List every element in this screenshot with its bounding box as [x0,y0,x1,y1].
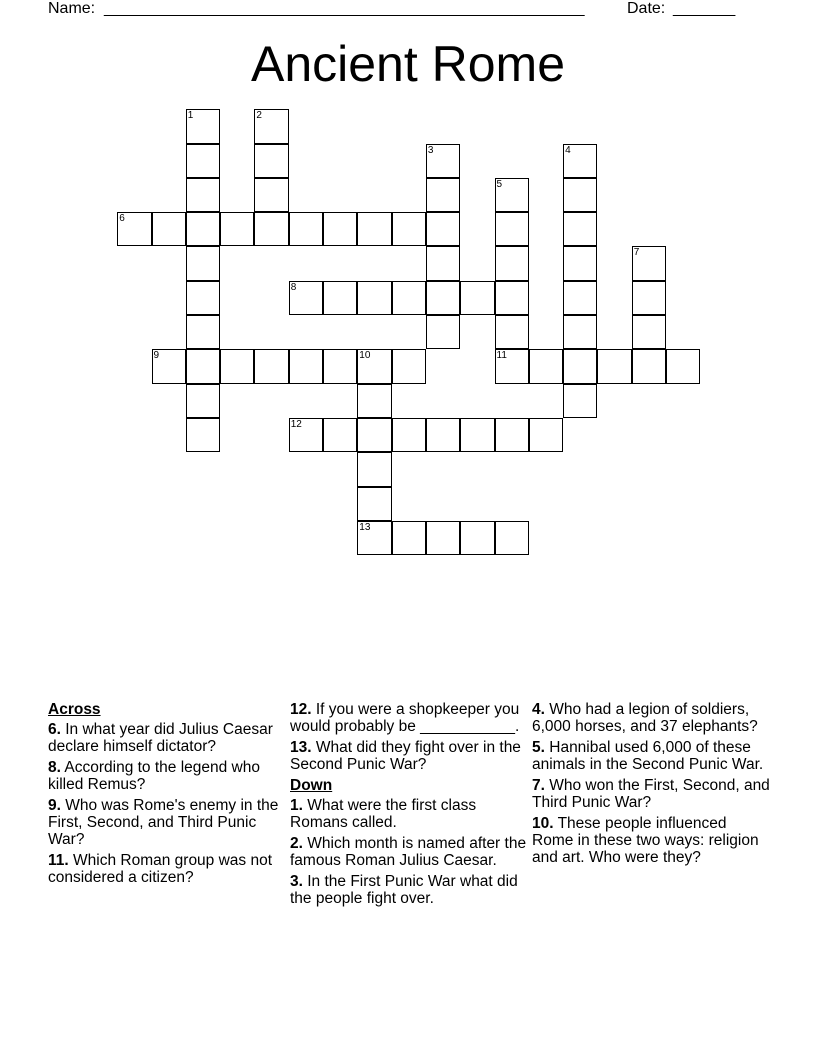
clue-column-3 [532,701,772,870]
clue-number: 12. [290,701,312,718]
grid-cell[interactable] [220,212,254,246]
clue-down-2 [290,835,530,869]
cell-number: 12 [290,418,302,430]
grid-cell[interactable] [495,178,529,212]
clue-text: What did they fight over in the Second Punic War? [290,739,521,773]
clue-down-10 [532,815,772,866]
clue-down-7 [532,777,772,811]
grid-cell[interactable] [254,212,288,246]
cell-number: 6 [119,213,125,225]
grid-cell[interactable] [563,246,597,280]
grid-cell[interactable] [426,521,460,555]
grid-cell[interactable] [666,349,700,383]
clue-down-4 [532,701,772,735]
clue-text: Which month is named after the famous Roman Julius Caesar. [290,835,527,869]
grid-cell[interactable] [495,315,529,349]
grid-cell[interactable] [289,349,323,383]
clue-across-11 [48,852,288,886]
cell-number: 2 [256,110,262,122]
grid-cell[interactable] [563,178,597,212]
cell-number: 1 [187,110,194,122]
grid-cell[interactable] [529,418,563,452]
cell-number: 9 [153,350,160,362]
grid-cell[interactable] [426,315,460,349]
grid-cell[interactable] [632,349,666,383]
clue-across-12 [290,701,530,735]
grid-cell[interactable] [392,521,426,555]
cell-number: 10 [359,350,371,362]
grid-cell[interactable] [495,281,529,315]
grid-cell[interactable] [220,349,254,383]
grid-cell[interactable] [426,246,460,280]
grid-cell[interactable] [357,418,391,452]
clue-across-13 [290,739,530,773]
grid-cell[interactable] [460,521,494,555]
cell-number: 5 [496,178,503,190]
down-heading: Down [290,777,333,794]
clue-down-3 [290,873,530,907]
clue-text: Who had a legion of soldiers, 6,000 horses, and 37 elephants? [532,701,758,735]
across-heading: Across [48,701,101,718]
grid-cell[interactable] [392,212,426,246]
grid-cell[interactable] [632,315,666,349]
grid-cell[interactable] [117,212,151,246]
grid-cell[interactable] [186,144,220,178]
clue-down-5 [532,739,772,773]
grid-cell[interactable] [186,212,220,246]
clue-column-2 [290,701,530,911]
clue-text: Hannibal used 6,000 of these animals in the Second Punic War. [532,739,764,773]
clue-number: 3. [290,873,303,890]
clue-text: According to the legend who killed Remus? [48,759,260,793]
clue-number: 13. [290,739,312,756]
grid-cell[interactable] [563,315,597,349]
grid-cell[interactable] [563,349,597,383]
clue-across-9 [48,797,288,848]
grid-cell[interactable] [186,246,220,280]
grid-cell[interactable] [357,521,391,555]
grid-cell[interactable] [392,281,426,315]
clue-number: 7. [532,777,545,794]
grid-cell[interactable] [426,281,460,315]
grid-cell[interactable] [289,281,323,315]
grid-cell[interactable] [186,109,220,143]
date-label: Date: [627,0,666,17]
grid-cell[interactable] [495,212,529,246]
clue-text: Who was Rome's enemy in the First, Second, and Third Punic War? [48,797,279,848]
clue-number: 6. [48,721,61,738]
grid-cell[interactable] [186,349,220,383]
grid-cell[interactable] [392,349,426,383]
name-field[interactable]: ______________________________________________________ [104,0,585,17]
grid-cell[interactable] [254,109,288,143]
grid-cell[interactable] [152,212,186,246]
grid-cell[interactable] [426,144,460,178]
grid-cell[interactable] [495,521,529,555]
clue-number: 4. [532,701,545,718]
grid-cell[interactable] [563,212,597,246]
grid-cell[interactable] [289,418,323,452]
grid-cell[interactable] [495,349,529,383]
grid-cell[interactable] [289,212,323,246]
clue-number: 10. [532,815,554,832]
grid-cell[interactable] [357,212,391,246]
clue-number: 2. [290,835,303,852]
grid-cell[interactable] [186,384,220,418]
clue-text: Who won the First, Second, and Third Punic War? [532,777,770,811]
cell-number: 4 [565,144,571,156]
clue-number: 5. [532,739,545,756]
grid-cell[interactable] [357,281,391,315]
grid-cell[interactable] [357,384,391,418]
grid-cell[interactable] [323,418,357,452]
grid-cell[interactable] [186,315,220,349]
grid-cell[interactable] [357,452,391,486]
page-title: Ancient Rome [250,36,566,92]
grid-cell[interactable] [186,281,220,315]
grid-cell[interactable] [254,349,288,383]
clue-text: What were the first class Romans called. [290,797,477,831]
cell-number: 11 [496,350,507,362]
grid-cell[interactable] [563,144,597,178]
grid-cell[interactable] [597,349,631,383]
clue-number: 11. [48,852,69,869]
clue-number: 1. [290,797,303,814]
cell-number: 3 [427,144,434,156]
grid-cell[interactable] [392,418,426,452]
clue-text: In the First Punic War what did the people fight over. [290,873,518,907]
clue-column-1 [48,701,288,890]
clue-down-1 [290,797,530,831]
grid-cell[interactable] [495,246,529,280]
cell-number: 8 [290,281,297,293]
grid-cell[interactable] [152,349,186,383]
clue-text: In what year did Julius Caesar declare himself dictator? [48,721,273,755]
clue-across-8 [48,759,288,793]
grid-cell[interactable] [495,418,529,452]
grid-cell[interactable] [323,349,357,383]
clue-text: Which Roman group was not considered a citizen? [48,852,273,886]
name-label: Name: [48,0,96,17]
grid-cell[interactable] [357,349,391,383]
cell-number: 7 [633,247,640,259]
grid-cell[interactable] [426,418,460,452]
grid-cell[interactable] [357,487,391,521]
clue-number: 9. [48,797,61,814]
grid-cell[interactable] [460,281,494,315]
grid-cell[interactable] [529,349,563,383]
grid-cell[interactable] [254,144,288,178]
grid-cell[interactable] [426,212,460,246]
grid-cell[interactable] [323,281,357,315]
clue-text: These people influenced Rome in these two ways: religion and art. Who were they? [532,815,759,866]
grid-cell[interactable] [323,212,357,246]
grid-cell[interactable] [186,418,220,452]
grid-cell[interactable] [426,178,460,212]
clue-number: 8. [48,759,61,776]
date-field[interactable]: _______ [673,0,736,17]
grid-cell[interactable] [563,281,597,315]
grid-cell[interactable] [186,178,220,212]
cell-number: 13 [359,521,371,533]
grid-cell[interactable] [254,178,288,212]
grid-cell[interactable] [632,246,666,280]
grid-cell[interactable] [632,281,666,315]
clue-across-6 [48,721,288,755]
grid-cell[interactable] [460,418,494,452]
clue-text: If you were a shopkeeper you would probably be ___________. [290,701,520,735]
grid-cell[interactable] [563,384,597,418]
